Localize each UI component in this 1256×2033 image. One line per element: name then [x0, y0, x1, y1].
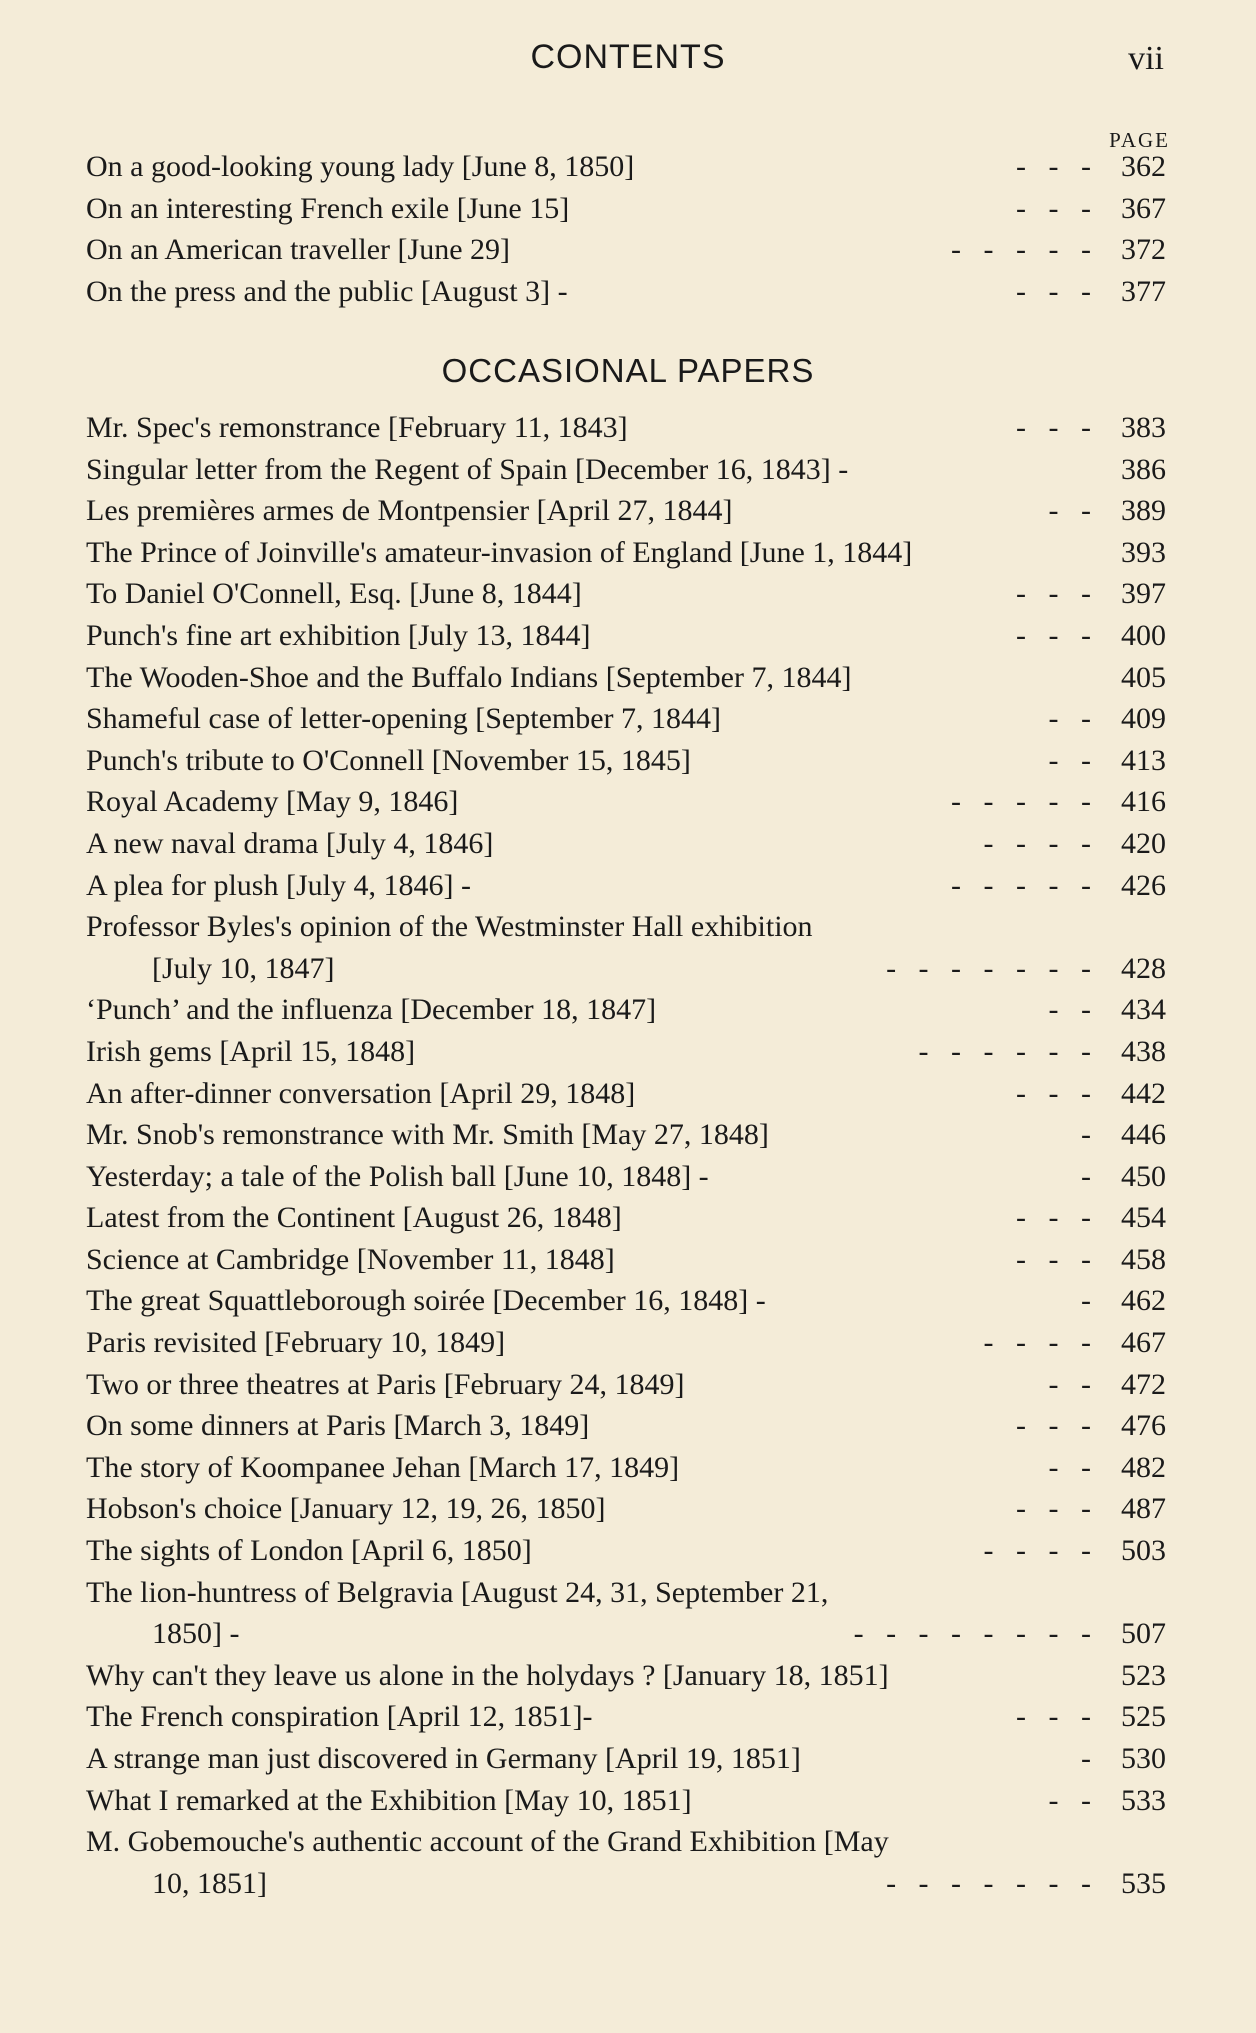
dot-leader: - - — [1048, 1367, 1091, 1401]
toc-entry-page: 400 — [1121, 618, 1166, 652]
toc-entry-continuation — [86, 948, 1166, 990]
toc-entry — [86, 1780, 1166, 1822]
toc-entry-title: Professor Byles's opinion of the Westminster Hall exhibition — [86, 910, 813, 944]
dot-leader: - - - — [1016, 1409, 1091, 1443]
dot-leader: - - - — [1016, 191, 1091, 225]
toc-entry-title: Punch's tribute to O'Connell [November 15, 1845] — [86, 743, 691, 777]
dot-leader: - - - — [1016, 1076, 1091, 1110]
toc-entry-title: The Prince of Joinville's amateur-invasion of England [June 1, 1844] — [86, 535, 913, 569]
toc-entry-page: 428 — [1121, 951, 1166, 985]
toc-entry — [86, 573, 1166, 615]
toc-entry-title: The great Squattleborough soirée [December 16, 1848] - — [86, 1284, 766, 1318]
dot-leader: - - - — [1016, 411, 1091, 444]
dot-leader: - — [1081, 1742, 1091, 1775]
toc-entry-page: 372 — [1121, 233, 1166, 267]
toc-entry-title: The Wooden-Shoe and the Buffalo Indians [September 7, 1844] — [86, 660, 852, 694]
dot-leader: - - - - - - - - — [853, 1617, 1091, 1651]
toc-entry-page: 476 — [1121, 1409, 1166, 1443]
toc-list-top — [86, 146, 1166, 312]
toc-entry-page: 409 — [1121, 702, 1166, 736]
toc-entry-page: 472 — [1121, 1367, 1166, 1401]
toc-entry — [86, 229, 1166, 271]
toc-entry-title: Why can't they leave us alone in the holydays ? [January 18, 1851] — [86, 1658, 889, 1692]
toc-entry-page: 507 — [1121, 1617, 1166, 1651]
toc-entry-page: 367 — [1121, 191, 1166, 225]
toc-entry — [86, 1364, 1166, 1406]
toc-entry — [86, 271, 1166, 313]
toc-entry-page: 503 — [1121, 1534, 1166, 1568]
dot-leader: - - - - — [983, 1326, 1091, 1360]
toc-entry-title: On the press and the public [August 3] - — [86, 274, 568, 308]
toc-entry — [86, 1572, 1166, 1614]
toc-entry-page: 389 — [1121, 494, 1166, 528]
toc-entry-title: On an American traveller [June 29] — [86, 233, 510, 267]
dot-leader: - - - - - — [951, 868, 1091, 902]
page-title: CONTENTS — [530, 38, 726, 76]
running-head — [0, 38, 1256, 88]
dot-leader: - - — [1048, 1450, 1091, 1484]
toc-entry-page: 467 — [1121, 1326, 1166, 1360]
toc-entry-continuation — [86, 1863, 1166, 1905]
toc-entry — [86, 1821, 1166, 1863]
toc-entry-title: 10, 1851] — [152, 1866, 267, 1900]
toc-entry-page: 523 — [1121, 1658, 1166, 1692]
dot-leader: - - - — [1016, 1201, 1091, 1235]
toc-entry-title: Singular letter from the Regent of Spain [December 16, 1843] - — [86, 452, 849, 486]
toc-entry-page: 377 — [1121, 274, 1166, 308]
toc-entry — [86, 1073, 1166, 1115]
toc-entry — [86, 188, 1166, 230]
toc-entry-title: An after-dinner conversation [April 29, 1848] — [86, 1076, 636, 1110]
toc-entry-page: 420 — [1121, 826, 1166, 860]
toc-entry-page: 383 — [1121, 411, 1166, 444]
dot-leader: - — [1081, 1159, 1091, 1193]
toc-list-occasional-papers — [86, 407, 1166, 1904]
toc-entry — [86, 1696, 1166, 1738]
toc-entry — [86, 989, 1166, 1031]
toc-entry-page: 462 — [1121, 1284, 1166, 1318]
toc-entry — [86, 615, 1166, 657]
toc-entry-page: 405 — [1121, 660, 1166, 694]
toc-entry — [86, 740, 1166, 782]
toc-entry — [86, 698, 1166, 740]
dot-leader: - - - - - - - — [886, 1866, 1091, 1900]
toc-entry-page: 487 — [1121, 1492, 1166, 1526]
toc-entry — [86, 906, 1166, 948]
dot-leader: - - - - - - - — [886, 951, 1091, 985]
toc-entry-title: What I remarked at the Exhibition [May 10, 1851] — [86, 1783, 692, 1817]
dot-leader: - - - - — [983, 826, 1091, 860]
toc-entry — [86, 1322, 1166, 1364]
folio-number: vii — [1128, 40, 1164, 77]
toc-entry-title: Two or three theatres at Paris [February 24, 1849] — [86, 1367, 685, 1401]
toc-entry-page: 434 — [1121, 993, 1166, 1027]
toc-entry-title: 1850] - — [152, 1617, 240, 1651]
toc-entry-title: Irish gems [April 15, 1848] — [86, 1034, 416, 1068]
dot-leader: - — [1081, 1284, 1091, 1318]
toc-entry-page: 530 — [1121, 1742, 1166, 1775]
toc-entry — [86, 1280, 1166, 1322]
toc-entry-title: M. Gobemouche's authentic account of the Grand Exhibition [May — [86, 1825, 889, 1859]
toc-entry — [86, 1156, 1166, 1198]
toc-entry-page: 454 — [1121, 1201, 1166, 1235]
toc-entry-title: The lion-huntress of Belgravia [August 24, 31, September 21, — [86, 1575, 829, 1609]
toc-entry-page: 397 — [1121, 577, 1166, 611]
toc-entry-title: On some dinners at Paris [March 3, 1849] — [86, 1409, 590, 1443]
toc-entry-title: Science at Cambridge [November 11, 1848] — [86, 1242, 615, 1276]
toc-entry-title: The French conspiration [April 12, 1851]- — [86, 1700, 593, 1734]
toc-entry-title: Mr. Snob's remonstrance with Mr. Smith [May 27, 1848] — [86, 1118, 769, 1152]
toc-entry-page: 535 — [1121, 1866, 1166, 1900]
dot-leader: - - - — [1016, 1700, 1091, 1734]
toc-entry — [86, 781, 1166, 823]
toc-entry — [86, 449, 1166, 491]
dot-leader: - - - — [1016, 150, 1091, 183]
toc-entry-title: Shameful case of letter-opening [September 7, 1844] — [86, 702, 722, 736]
toc-entry-title: Les premières armes de Montpensier [April 27, 1844] — [86, 494, 733, 528]
section-heading: OCCASIONAL PAPERS — [441, 352, 815, 389]
toc-entry-page: 386 — [1121, 452, 1166, 486]
toc-entry-page: 362 — [1121, 150, 1166, 183]
dot-leader: - — [1081, 1118, 1091, 1152]
toc-entry-title: [July 10, 1847] — [152, 951, 335, 985]
toc-entry-title: Paris revisited [February 10, 1849] — [86, 1326, 506, 1360]
toc-entry-page: 533 — [1121, 1783, 1166, 1817]
toc-entry — [86, 657, 1166, 699]
toc-entry-title: On an interesting French exile [June 15] — [86, 191, 570, 225]
toc-entry-title: The sights of London [April 6, 1850] — [86, 1534, 532, 1568]
toc-entry — [86, 1447, 1166, 1489]
dot-leader: - - - — [1016, 577, 1091, 611]
dot-leader: - - — [1048, 494, 1091, 528]
toc-entry — [86, 146, 1166, 188]
toc-entry-title: Punch's fine art exhibition [July 13, 1844] — [86, 618, 591, 652]
dot-leader: - - - — [1016, 1242, 1091, 1276]
toc-entry — [86, 1239, 1166, 1281]
dot-leader: - - - — [1016, 1492, 1091, 1526]
dot-leader: - - - — [1016, 274, 1091, 308]
toc-entry-title: The story of Koompanee Jehan [March 17, 1849] — [86, 1450, 680, 1484]
toc-entry-page: 426 — [1121, 868, 1166, 902]
toc-entry-page: 525 — [1121, 1700, 1166, 1734]
toc-entry — [86, 823, 1166, 865]
toc-entry-title: Yesterday; a tale of the Polish ball [June 10, 1848] - — [86, 1159, 709, 1193]
toc-entry-title: ‘Punch’ and the influenza [December 18, 1847] — [86, 993, 657, 1027]
toc-entry-page: 482 — [1121, 1450, 1166, 1484]
toc-entry — [86, 407, 1166, 449]
toc-entry-page: 438 — [1121, 1034, 1166, 1068]
toc-entry — [86, 865, 1166, 907]
toc-entry — [86, 1197, 1166, 1239]
toc-entry-page: 416 — [1121, 785, 1166, 819]
dot-leader: - - — [1048, 993, 1091, 1027]
toc-entry-title: Latest from the Continent [August 26, 1848] — [86, 1201, 622, 1235]
toc-entry — [86, 532, 1166, 574]
toc-entry-title: To Daniel O'Connell, Esq. [June 8, 1844] — [86, 577, 582, 611]
toc-entry-page: 413 — [1121, 743, 1166, 777]
toc-entry-page: 450 — [1121, 1159, 1166, 1193]
toc-entry-title: A strange man just discovered in Germany [April 19, 1851] — [86, 1742, 801, 1775]
toc-entry-title: A new naval drama [July 4, 1846] — [86, 826, 494, 860]
dot-leader: - - - - - - — [918, 1034, 1091, 1068]
toc-entry — [86, 1530, 1166, 1572]
toc-entry-page: 446 — [1121, 1118, 1166, 1152]
toc-entry — [86, 1655, 1166, 1697]
toc-entry — [86, 1405, 1166, 1447]
dot-leader: - - — [1048, 1783, 1091, 1817]
toc-entry-title: A plea for plush [July 4, 1846] - — [86, 868, 471, 902]
dot-leader: - - - - - — [951, 233, 1091, 267]
toc-entry — [86, 1488, 1166, 1530]
toc-entry-title: On a good-looking young lady [June 8, 1850] — [86, 150, 635, 183]
toc-entry-page: 458 — [1121, 1242, 1166, 1276]
toc-entry — [86, 1031, 1166, 1073]
toc-entry-title: Royal Academy [May 9, 1846] — [86, 785, 459, 819]
page-column-label: PAGE — [1109, 128, 1170, 152]
dot-leader: - - - - - — [951, 785, 1091, 819]
dot-leader: - - — [1048, 702, 1091, 736]
toc-entry-continuation — [86, 1613, 1166, 1655]
toc-entry-page: 393 — [1121, 535, 1166, 569]
toc-entry — [86, 1114, 1166, 1156]
dot-leader: - - - — [1016, 618, 1091, 652]
toc-entry-title: Mr. Spec's remonstrance [February 11, 1843] — [86, 411, 628, 444]
dot-leader: - - — [1048, 743, 1091, 777]
dot-leader: - - - - — [983, 1534, 1091, 1568]
toc-entry — [86, 1738, 1166, 1780]
toc-entry-title: Hobson's choice [January 12, 19, 26, 1850] — [86, 1492, 606, 1526]
toc-entry — [86, 490, 1166, 532]
toc-entry-page: 442 — [1121, 1076, 1166, 1110]
